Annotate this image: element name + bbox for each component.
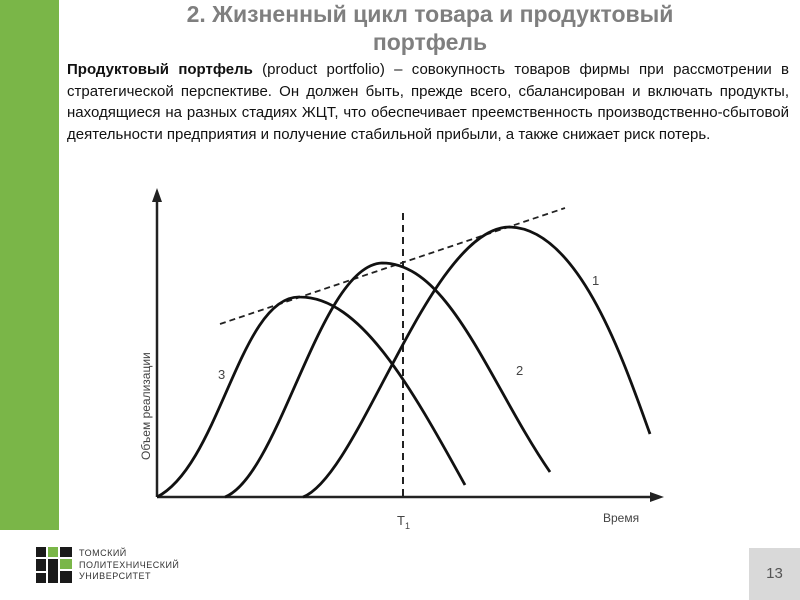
curve-1 (303, 227, 650, 497)
curve-2 (225, 263, 550, 497)
university-name-line-2: ПОЛИТЕХНИЧЕСКИЙ (79, 559, 180, 570)
university-name-line-3: УНИВЕРСИТЕТ (79, 571, 152, 581)
y-axis-label: Объем реализации (139, 352, 153, 460)
curve-3 (157, 297, 465, 497)
t1-label (397, 513, 410, 530)
accent-side-bar (0, 0, 59, 530)
page-number: 13 (766, 565, 783, 582)
university-name-line-1: ТОМСКИЙ (79, 548, 127, 558)
y-axis-arrow (152, 188, 162, 202)
t1-label-sub: 1 (404, 521, 410, 530)
university-name (79, 548, 179, 583)
title-line-1: 2. Жизненный цикл товара и продуктовый (186, 1, 674, 27)
page-number-box (749, 548, 800, 600)
tpu-logo-mark (36, 547, 74, 585)
definition-text: (product portfolio) – совокупность товаров фирмы при рассмотрении в стратегической перспективе. Он должен быть, прежде всего, сбалансирован и включать продукты, находящиеся на разных стадиях ЖЦТ, что обеспечивает преемственность производственно-сбытовой деятельности предприятия и получение стабильной прибыли, а также снижает риск потерь. (67, 61, 790, 143)
life-cycle-chart (120, 185, 680, 530)
x-axis-arrow (650, 492, 664, 502)
curve-1-label: 1 (592, 273, 600, 288)
definition-paragraph (67, 59, 789, 145)
t1-label-main: T (397, 513, 405, 528)
curve-2-label: 2 (516, 363, 524, 378)
curve-3-label: 3 (218, 367, 226, 382)
envelope-dashed-line (220, 208, 565, 324)
slide-title (80, 0, 780, 56)
title-line-2: портфель (372, 29, 488, 55)
definition-term: Продуктовый портфель (67, 61, 253, 78)
x-axis-label: Время (603, 511, 640, 525)
